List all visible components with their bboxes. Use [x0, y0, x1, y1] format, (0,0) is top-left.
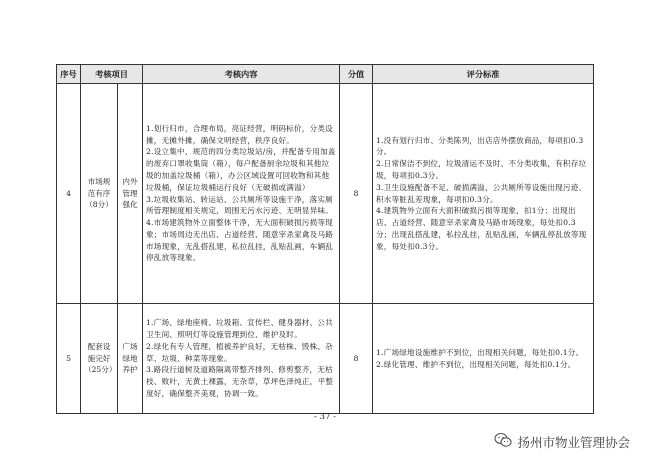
row-subitem: 广场绿地养护	[118, 304, 143, 414]
criteria-item: 2.绿化管理、维护不到位，出现相关问题，每处扣0.1分。	[376, 359, 576, 369]
page-number: - 37 -	[314, 412, 336, 422]
row-seq: 5	[57, 304, 81, 414]
content-item: 3.垃圾收集站、转运站、公共厕所等设施干净，落实厕所管理制度相关规定，周围无污水污迹、无明显异味。	[146, 194, 334, 216]
header-criteria: 评分标准	[373, 65, 594, 84]
row-content	[143, 84, 340, 304]
row-criteria	[373, 84, 594, 304]
row-score: 8	[340, 304, 373, 414]
watermark-text: 扬州市物业管理协会	[517, 434, 630, 450]
content-item: 2.绿化有专人管理，植被养护良好，无枯株、毁株、杂草、垃圾、种菜等现象。	[146, 341, 333, 363]
header-item: 考核项目	[81, 65, 143, 84]
criteria-item: 2.日常保洁不到位，垃圾清运不及时、不分类收集，有积存垃圾，每项扣0.3分。	[376, 159, 587, 180]
table-row	[57, 84, 594, 304]
content-item: 2.设立集中、规范的四分类垃圾站/房，并配备专用加盖的废弃口罩收集筒（箱），每户配备厨余垃圾和其他垃圾的加盖垃圾桶（箱），办公区域设置可回收物和其他垃圾桶，保证垃圾桶运行良好（无破损或满溢）	[146, 147, 336, 192]
criteria-item: 4.建筑物外立面有大面积破损污损等现象，扣1分；出现出店、占道经营、随意宰杀家禽及马路市场现象，每处扣0.3分；出现乱搭乱建，私拉乱挂，乱贴乱画，车辆乱停乱放等现象，每处扣0.3分。	[376, 206, 587, 251]
table-row	[57, 304, 594, 414]
content-item: 3.路段行道树及道路隔离带整齐排列、修剪整齐，无枯枝、败叶，无黄土裸露，无杂草，草坪色泽纯正，平整度好，确保整齐美观，协调一致。	[146, 365, 334, 398]
header-score: 分值	[340, 65, 373, 84]
row-criteria	[373, 304, 594, 414]
header-content: 考核内容	[143, 65, 340, 84]
row-subitem: 内外管理强化	[118, 84, 143, 304]
content-item: 1.划行归市，合理布局，亮证经营，明码标价，分类设摊，无摊外摊，确保文明经营，秩序良好。	[146, 123, 333, 145]
row-score: 8	[340, 84, 373, 304]
table-header-row	[57, 65, 594, 84]
row-seq: 4	[57, 84, 81, 304]
content-item: 1.广场、绿地座椅、垃圾箱、宣传栏、健身器材、公共卫生间、照明灯等设施管理到位、维护及时。	[146, 318, 333, 340]
criteria-item: 3.卫生设施配备不足、破损满溢，公共厕所等设施出现污迹、积水等脏乱差现象，每项扣0.3分。	[376, 182, 587, 204]
wechat-icon	[494, 432, 512, 451]
criteria-item: 1.广场绿地设施维护不到位，出现相关问题，每处扣0.1分。	[376, 347, 584, 357]
assessment-table	[56, 64, 594, 414]
row-item: 市场规范有序（8分）	[81, 84, 118, 304]
criteria-item: 1.没有划行归市、分类陈列，出店店外摆放商品，每项扣0.3分。	[376, 135, 584, 157]
header-seq: 序号	[57, 65, 81, 84]
content-item: 4.市场建筑物外立面整体干净，无大面积破损污损等现象；市场周边无出店、占道经营、随意宰杀家禽及马路市场现象，无乱搭乱建，私拉乱挂，乱贴乱画，车辆乱停乱放等现象。	[146, 218, 334, 263]
row-content	[143, 304, 340, 414]
watermark	[494, 432, 630, 451]
row-item: 配套设施完好（25分）	[81, 304, 118, 414]
